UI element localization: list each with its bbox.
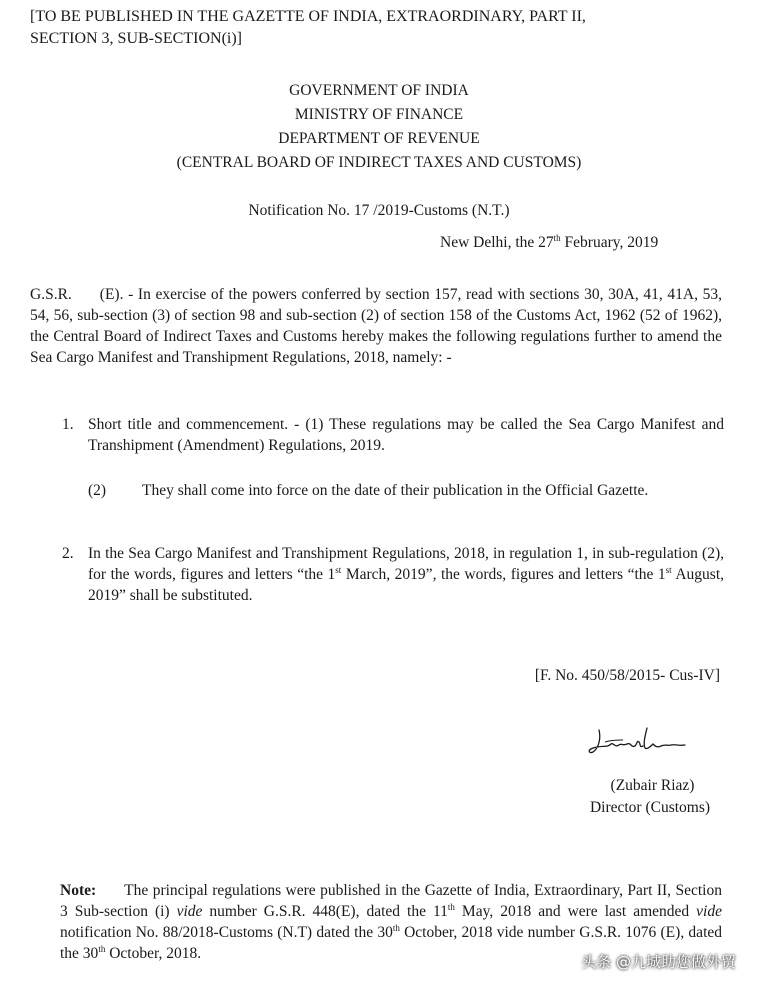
gazette-publication-header <box>30 6 710 50</box>
item-2-text-a: In the Sea Cargo Manifest and Transhipment Regulations, 2018, in regulation 1, in sub-regulation (2), for the words, figures and letters “the 1 <box>88 545 724 583</box>
notification-number: Notification No. 17 /2019-Customs (N.T.) <box>248 202 510 219</box>
signature <box>585 718 695 764</box>
gazette-header-line1: [TO BE PUBLISHED IN THE GAZETTE OF INDIA, EXTRAORDINARY, PART II, <box>30 8 586 25</box>
note-text-c: May, 2018 and were last amended <box>454 903 697 920</box>
item-1-number: 1. <box>62 416 74 433</box>
gsr-e: (E). <box>99 286 124 303</box>
date-prefix: New Delhi, the 27 <box>440 234 554 251</box>
item-2-text-c: August, 2019” shall be substituted. <box>88 566 724 604</box>
gazette-header-line2: SECTION 3, SUB-SECTION(i)] <box>30 30 242 47</box>
item-1-text: Short title and commencement. - (1) These regulations may be called the Sea Cargo Manifest and Transhipment (Amendment) Regulations, 2019. <box>88 416 724 454</box>
note-vide-1: vide <box>176 903 203 920</box>
note-text-e: October, 2018 vide number G.S.R. 1076 (E), dated the 30 <box>60 924 722 962</box>
note-sup-3: th <box>98 943 106 954</box>
authority-government: GOVERNMENT OF INDIA <box>289 82 469 99</box>
regulation-item-2 <box>62 543 724 609</box>
item-2-sup-b: st <box>665 564 672 575</box>
item-2-sup-a: st <box>335 564 342 575</box>
item-2-number: 2. <box>62 545 74 562</box>
gsr-label: G.S.R. <box>30 286 72 303</box>
note-text-b: number G.S.R. 448(E), dated the 11 <box>202 903 448 920</box>
note-text-d: notification No. 88/2018-Customs (N.T) dated the 30 <box>60 924 393 941</box>
note-text-f: October, 2018. <box>105 945 202 962</box>
note-label: Note: <box>60 882 97 899</box>
preamble-text: - In exercise of the powers conferred by section 157, read with sections 30, 30A, 41, 41A, 53, 54, 56, sub-section (3) of section 98 and sub-section (2) of section 158 of the Customs Act, 1962 (52 of 1962), the Central Board of Indirect Taxes and Customs hereby makes the following regulations further to amend the Sea Cargo Manifest and Transhipment Regulations, 2018, namely: - <box>30 286 722 366</box>
regulation-item-1-sub-2 <box>88 480 724 524</box>
authority-board: (CENTRAL BOARD OF INDIRECT TAXES AND CUSTOMS) <box>176 154 582 171</box>
note-sup-1: th <box>447 901 455 912</box>
signatory-name: (Zubair Riaz) <box>610 777 695 794</box>
note-text-a: The principal regulations were published in the Gazette of India, Extraordinary, Part II, Section 3 Sub-section (i) <box>60 882 722 920</box>
authority-department: DEPARTMENT OF REVENUE <box>278 130 480 147</box>
item-2-text-b: March, 2019”, the words, figures and letters “the 1 <box>341 566 666 583</box>
authority-ministry: MINISTRY OF FINANCE <box>294 106 464 123</box>
date-superscript: th <box>553 232 561 243</box>
signatory-designation: Director (Customs) <box>589 799 711 816</box>
item-1-sub-number: (2) <box>88 482 107 499</box>
note-sup-2: th <box>392 922 400 933</box>
watermark: 头条 @九城助您做外贸 <box>581 953 736 971</box>
notification-date <box>440 232 658 253</box>
preamble-paragraph <box>30 284 722 368</box>
regulation-item-1 <box>62 414 724 458</box>
note-vide-2: vide <box>696 903 722 920</box>
date-suffix: February, 2019 <box>560 234 659 251</box>
item-1-sub-text: They shall come into force on the date of their publication in the Official Gazette. <box>142 482 649 499</box>
file-number: [F. No. 450/58/2015- Cus-IV] <box>534 667 720 684</box>
item-2-text <box>88 543 724 606</box>
